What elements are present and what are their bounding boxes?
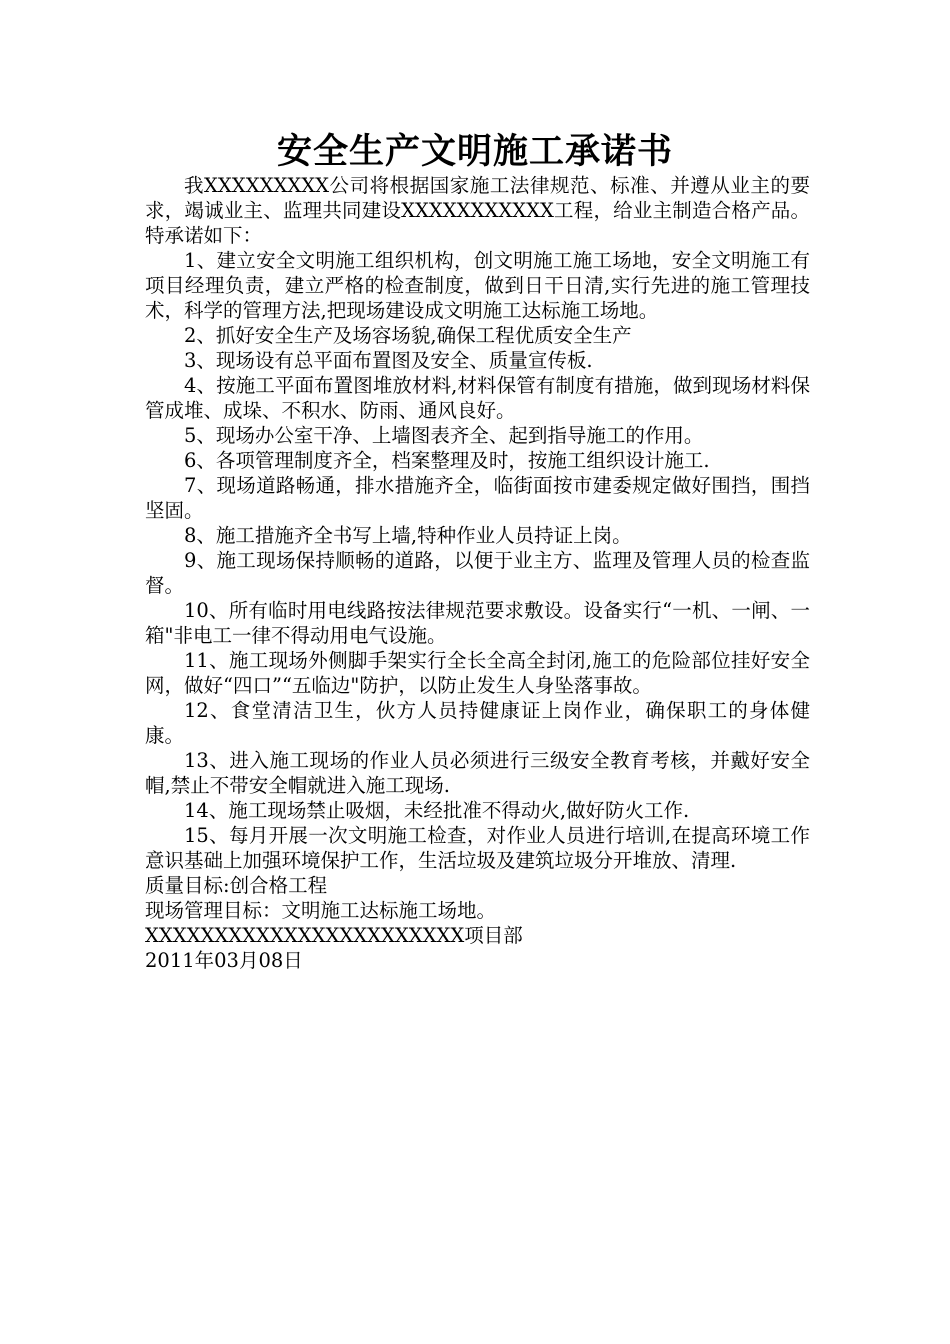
site-management-goal: 现场管理目标：文明施工达标施工场地。	[145, 899, 497, 922]
document-title: 安全生产文明施工承诺书	[276, 131, 673, 172]
item-10: 10、所有临时用电线路按法律规范要求敷设。设备实行“一机、一闸、一箱"非电工一律不得动用电气设施。	[145, 599, 810, 647]
item-4: 4、按施工平面布置图堆放材料,材料保管有制度有措施，做到现场材料保管成堆、成垛、不积水、防雨、通风良好。	[145, 374, 810, 422]
item-11: 11、施工现场外侧脚手架实行全长全高全封闭,施工的危险部位挂好安全网，做好“四口”“五临边"防护，以防止发生人身坠落事故。	[145, 649, 810, 697]
item-8: 8、施工措施齐全书写上墙,特种作业人员持证上岗。	[184, 524, 632, 547]
document-body	[145, 173, 810, 973]
quality-goal: 质量目标:创合格工程	[145, 874, 328, 897]
item-2: 2、抓好安全生产及场容场貌,确保工程优质安全生产	[184, 324, 632, 347]
item-15: 15、每月开展一次文明施工检查，对作业人员进行培训,在提高环境工作意识基础上加强环境保护工作，生活垃圾及建筑垃圾分开堆放、清理.	[145, 824, 810, 872]
item-6: 6、各项管理制度齐全，档案整理及时，按施工组织设计施工.	[184, 449, 710, 472]
item-3: 3、现场设有总平面布置图及安全、质量宣传板.	[184, 349, 593, 372]
signature-line: XXXXXXXXXXXXXXXXXXXXXXX项目部	[145, 924, 523, 947]
item-9: 9、施工现场保持顺畅的道路，以便于业主方、监理及管理人员的检查监督。	[145, 549, 810, 597]
item-1: 1、建立安全文明施工组织机构，创文明施工施工场地，安全文明施工有项目经理负责，建立严格的检查制度，做到日干日清,实行先进的施工管理技术，科学的管理方法,把现场建设成文明施工达标施工场地。	[145, 249, 810, 322]
item-5: 5、现场办公室干净、上墙图表齐全、起到指导施工的作用。	[184, 424, 704, 447]
item-7: 7、现场道路畅通，排水措施齐全，临街面按市建委规定做好围挡，围挡坚固。	[145, 474, 810, 522]
item-13: 13、进入施工现场的作业人员必须进行三级安全教育考核，并戴好安全帽,禁止不带安全帽就进入施工现场.	[145, 749, 810, 797]
date-line: 2011年03月08日	[145, 949, 303, 972]
item-12: 12、食堂清洁卫生，伙方人员持健康证上岗作业，确保职工的身体健康。	[145, 699, 810, 747]
item-14: 14、施工现场禁止吸烟，未经批准不得动火,做好防火工作.	[184, 799, 690, 822]
intro-paragraph: 我XXXXXXXXX公司将根据国家施工法律规范、标准、并遵从业主的要求，竭诚业主、监理共同建设XXXXXXXXXXX工程，给业主制造合格产品。特承诺如下：	[145, 174, 810, 247]
